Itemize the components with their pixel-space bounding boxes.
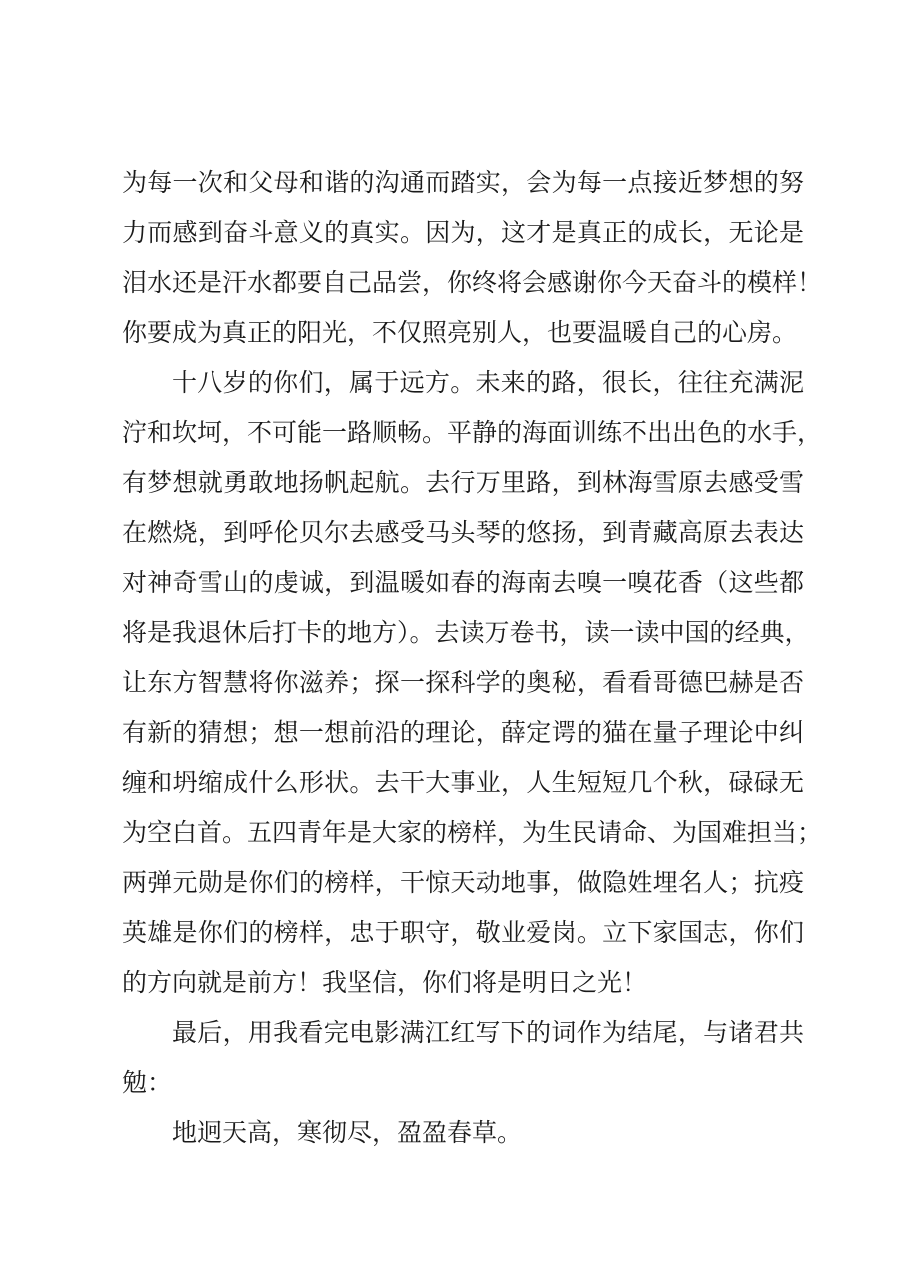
text-line: 为每一次和父母和谐的沟通而踏实，会为每一点接近梦想的努 (122, 168, 804, 197)
text-line: 十八岁的你们，属于远方。未来的路，很长，往往充满泥 (172, 368, 804, 397)
text-line: 将是我退休后打卡的地方）。去读万卷书，读一读中国的经典， (122, 618, 810, 647)
text-line: 最后，用我看完电影满江红写下的词作为结尾，与诸君共 (172, 1018, 804, 1047)
text-line: 你要成为真正的阳光，不仅照亮别人，也要温暖自己的心房。 (122, 318, 798, 347)
text-line: 为空白首。五四青年是大家的榜样，为生民请命、为国难担当； (122, 818, 823, 847)
text-line: 缠和坍缩成什么形状。去干大事业，人生短短几个秋，碌碌无 (122, 768, 804, 797)
text-line: 力而感到奋斗意义的真实。因为，这才是真正的成长，无论是 (122, 218, 804, 247)
text-line: 有梦想就勇敢地扬帆起航。去行万里路，到林海雪原去感受雪 (122, 468, 804, 497)
text-line: 有新的猜想；想一想前沿的理论，薛定谔的猫在量子理论中纠 (122, 718, 804, 747)
text-line: 在燃烧，到呼伦贝尔去感受马头琴的悠扬，到青藏高原去表达 (122, 518, 804, 547)
text-line: 泪水还是汗水都要自己品尝，你终将会感谢你今天奋斗的模样！ (122, 268, 823, 297)
text-line: 两弹元勋是你们的榜样，干惊天动地事，做隐姓埋名人；抗疫 (122, 868, 804, 897)
text-line: 勉： (122, 1068, 173, 1097)
text-line: 让东方智慧将你滋养；探一探科学的奥秘，看看哥德巴赫是否 (122, 668, 804, 697)
text-line: 地迥天高，寒彻尽，盈盈春草。 (172, 1118, 523, 1147)
text-line: 的方向就是前方！我坚信，你们将是明日之光！ (122, 968, 648, 997)
text-line: 泞和坎坷，不可能一路顺畅。平静的海面训练不出出色的水手， (122, 418, 823, 447)
text-line: 对神奇雪山的虔诚，到温暖如春的海南去嗅一嗅花香（这些都 (122, 568, 804, 597)
text-line: 英雄是你们的榜样，忠于职守，敬业爱岗。立下家国志，你们 (122, 918, 804, 947)
